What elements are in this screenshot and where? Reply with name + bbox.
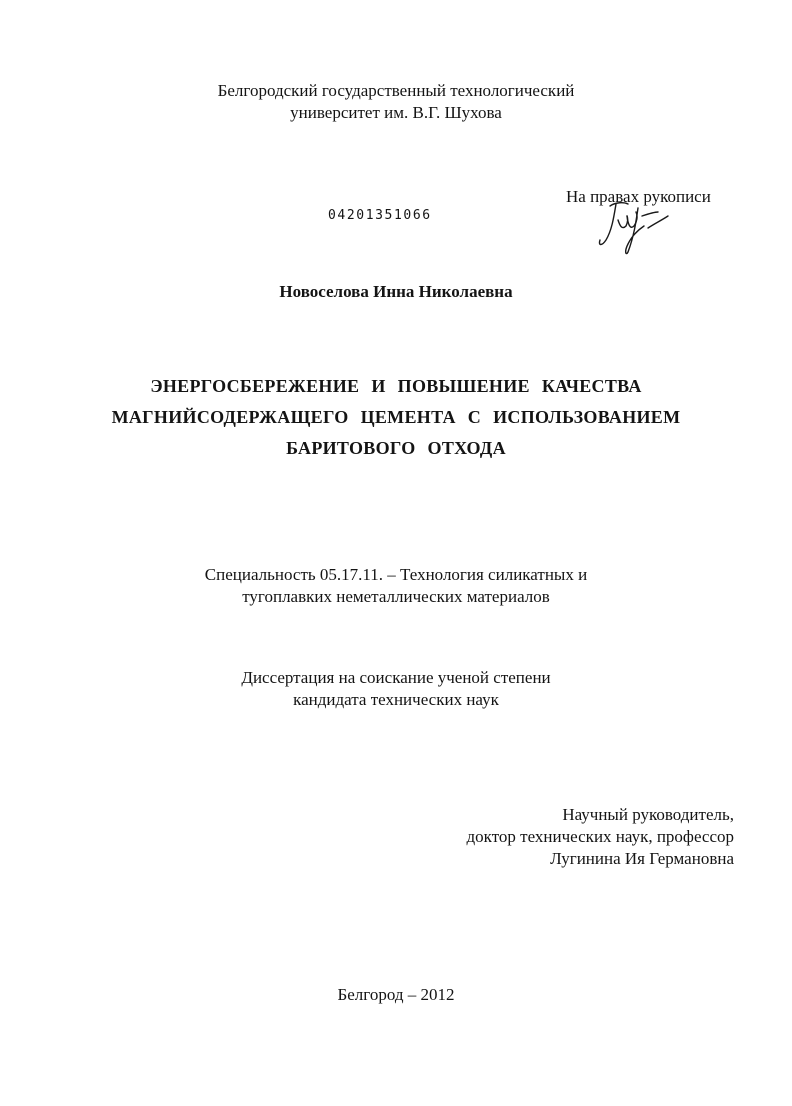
degree-line-1: Диссертация на соискание ученой степени bbox=[241, 668, 551, 687]
handwritten-signature bbox=[592, 190, 682, 262]
degree-line-2: кандидата технических наук bbox=[293, 690, 499, 709]
supervisor-line-3: Лугинина Ия Германовна bbox=[550, 849, 734, 868]
title-word: КАЧЕСТВА bbox=[541, 376, 642, 396]
university-name bbox=[0, 80, 792, 124]
scientific-supervisor bbox=[394, 804, 734, 870]
dissertation-title bbox=[0, 371, 792, 464]
university-line-2: университет им. В.Г. Шухова bbox=[290, 103, 502, 122]
author-name: Новоселова Инна Николаевна bbox=[279, 282, 513, 301]
title-word: С bbox=[467, 407, 482, 427]
specialty-line-2: тугоплавких неметаллических материалов bbox=[242, 587, 550, 606]
title-word: ОТХОДА bbox=[427, 438, 506, 458]
specialty bbox=[0, 564, 792, 608]
manuscript-rights-label: На правах рукописи bbox=[566, 187, 711, 206]
title-word: ИСПОЛЬЗОВАНИЕМ bbox=[493, 407, 681, 427]
specialty-line-1: Специальность 05.17.11. – Технология силикатных и bbox=[204, 565, 588, 584]
university-line-1: Белгородский государственный технологический bbox=[217, 81, 575, 100]
title-word: МАГНИЙСОДЕРЖАЩЕГО bbox=[111, 407, 349, 427]
title-word: ПОВЫШЕНИЕ bbox=[397, 376, 530, 396]
registration-number: 04201351066 bbox=[328, 208, 432, 223]
supervisor-line-2: доктор технических наук, профессор bbox=[466, 827, 734, 846]
title-line-1 bbox=[0, 371, 792, 402]
city-and-year: Белгород – 2012 bbox=[337, 985, 455, 1004]
title-word: ЦЕМЕНТА bbox=[360, 407, 456, 427]
title-word: ЭНЕРГОСБЕРЕЖЕНИЕ bbox=[150, 376, 360, 396]
title-line-3 bbox=[0, 433, 792, 464]
title-line-2 bbox=[0, 402, 792, 433]
title-word: БАРИТОВОГО bbox=[286, 438, 416, 458]
supervisor-line-1: Научный руководитель, bbox=[562, 805, 734, 824]
title-word: И bbox=[371, 376, 386, 396]
degree-statement bbox=[0, 667, 792, 711]
